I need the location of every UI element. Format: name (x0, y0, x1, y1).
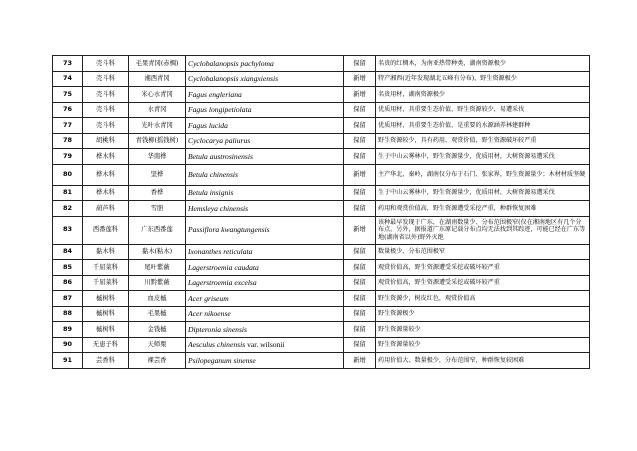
status-cell: 新增 (344, 353, 376, 369)
table-row (53, 149, 590, 165)
latin-name-cell (186, 71, 344, 87)
row-number: 75 (53, 87, 83, 103)
family-cell: 桦木科 (83, 185, 129, 201)
row-number: 83 (53, 216, 83, 244)
latin-name-cell (186, 337, 344, 353)
table-row (53, 306, 590, 322)
chinese-name-cell: 华南桦 (129, 149, 186, 165)
latin-binomial: Lagerstroemia caudata (188, 262, 259, 272)
row-number: 82 (53, 201, 83, 217)
latin-binomial: Aesculus chinensis (188, 340, 246, 350)
latin-name-cell (186, 275, 344, 291)
latin-binomial: Acer nikoense (188, 309, 231, 319)
family-cell: 葫芦科 (83, 201, 129, 217)
table-row (53, 133, 590, 149)
status-cell: 保留 (344, 306, 376, 322)
family-cell: 千屈菜科 (83, 275, 129, 291)
family-cell: 无患子科 (83, 337, 129, 353)
chinese-name-cell: 毛果槭 (129, 306, 186, 322)
latin-variety: var. wilsonii (247, 340, 285, 350)
row-number: 84 (53, 244, 83, 260)
chinese-name-cell: 毛果青冈(赤椆) (129, 56, 186, 72)
latin-binomial: Betula insignis (188, 188, 234, 198)
latin-name-cell (186, 201, 344, 217)
latin-binomial: Ixonanthes reticulata (188, 247, 253, 257)
table-row (53, 275, 590, 291)
latin-binomial: Hemsleya chinensis (188, 203, 249, 213)
latin-name-cell (186, 244, 344, 260)
latin-name-cell (186, 102, 344, 118)
status-cell: 新增 (344, 71, 376, 87)
latin-binomial: Lagerstroemia excelsa (188, 278, 257, 288)
table-row (53, 164, 590, 185)
table-row (53, 185, 590, 201)
note-cell: 优质用材，具重要生态价值，野生资源较少，易遭采伐 (376, 102, 590, 118)
status-cell: 保留 (344, 149, 376, 165)
latin-binomial: Fagus longipetiolata (188, 105, 252, 115)
chinese-name-cell: 金钱槭 (129, 322, 186, 338)
status-cell: 新增 (344, 164, 376, 185)
species-table (52, 55, 590, 369)
table-row (53, 201, 590, 217)
family-cell: 槭树科 (83, 306, 129, 322)
latin-binomial: Fagus engleriana (188, 89, 242, 99)
note-cell: 主产华北、秦岭，湖南仅分布于石门、张家界，野生资源量少；木材材质坚硬 (376, 164, 590, 185)
latin-binomial: Cyclocarya paliurus (188, 136, 251, 146)
note-cell: 观赏价值高，野生资源遭受采挖或破坏较严重 (376, 260, 590, 276)
row-number: 79 (53, 149, 83, 165)
latin-name-cell (186, 353, 344, 369)
note-cell: 药用和观赏价值高，野生资源遭受采挖严重，种群恢复困难 (376, 201, 590, 217)
latin-name-cell (186, 260, 344, 276)
latin-name-cell (186, 87, 344, 103)
latin-name-cell (186, 322, 344, 338)
family-cell: 壳斗科 (83, 102, 129, 118)
family-cell: 壳斗科 (83, 118, 129, 134)
status-cell: 保留 (344, 118, 376, 134)
note-cell: 生于中山云雾林中，野生资源量少，优质用材，大树资源易遭采伐 (376, 149, 590, 165)
latin-name-cell (186, 185, 344, 201)
row-number: 80 (53, 164, 83, 185)
table-row (53, 71, 590, 87)
table-row (53, 337, 590, 353)
status-cell: 保留 (344, 244, 376, 260)
latin-name-cell (186, 216, 344, 244)
status-cell: 新增 (344, 216, 376, 244)
chinese-name-cell: 光叶水青冈 (129, 118, 186, 134)
status-cell: 保留 (344, 201, 376, 217)
status-cell: 保留 (344, 102, 376, 118)
status-cell: 保留 (344, 275, 376, 291)
note-cell: 名贵的红椆木，为南亚热带种类，湖南资源极少 (376, 56, 590, 72)
note-cell: 野生资源量较少 (376, 322, 590, 338)
latin-binomial: Acer griseum (188, 293, 229, 303)
note-cell: 野生资源量较少 (376, 337, 590, 353)
note-cell: 药用价值大、数量极少，分布范围窄，种群恢复较困难 (376, 353, 590, 369)
latin-name-cell (186, 164, 344, 185)
chinese-name-cell: 血皮槭 (129, 291, 186, 307)
row-number: 81 (53, 185, 83, 201)
note-cell: 特产湘西(近年发现湖北五峰有分布)，野生资源极少 (376, 71, 590, 87)
status-cell: 保留 (344, 322, 376, 338)
note-cell: 生于中山云雾林中，野生资源量少，优质用材，大树资源易遭采伐 (376, 185, 590, 201)
status-cell: 保留 (344, 185, 376, 201)
chinese-name-cell: 黏木(粘木) (129, 244, 186, 260)
latin-name-cell (186, 291, 344, 307)
family-cell: 桦木科 (83, 149, 129, 165)
latin-binomial: Dipteronia sinensis (188, 324, 247, 334)
family-cell: 西番莲科 (83, 216, 129, 244)
chinese-name-cell: 水青冈 (129, 102, 186, 118)
chinese-name-cell: 香桦 (129, 185, 186, 201)
note-cell: 野生资源极少 (376, 306, 590, 322)
latin-binomial: Betula chinensis (188, 169, 238, 179)
note-cell: 该种最早发现于广东，在湖南数量少、分布范围极窄(仅在湘南地区有几个分布点。另外，据报道广东原记载分布点均无法找到其踪迹，可能已经在广东等地(湖南省以外)野外灭绝 (376, 216, 590, 244)
row-number: 73 (53, 56, 83, 72)
latin-name-cell (186, 149, 344, 165)
table-row (53, 87, 590, 103)
family-cell: 壳斗科 (83, 71, 129, 87)
latin-binomial: Psilopeganum sinense (188, 355, 256, 365)
row-number: 87 (53, 291, 83, 307)
row-number: 89 (53, 322, 83, 338)
status-cell: 新增 (344, 87, 376, 103)
row-number: 86 (53, 275, 83, 291)
table-row (53, 353, 590, 369)
table-row (53, 102, 590, 118)
note-cell: 数量极少、分布范围极窄 (376, 244, 590, 260)
status-cell: 保留 (344, 291, 376, 307)
latin-binomial: Cyclobalanopsis xiangxiensis (188, 74, 279, 84)
row-number: 88 (53, 306, 83, 322)
family-cell: 壳斗科 (83, 56, 129, 72)
chinese-name-cell: 广东西番莲 (129, 216, 186, 244)
chinese-name-cell: 米心水青冈 (129, 87, 186, 103)
family-cell: 芸香科 (83, 353, 129, 369)
table-row (53, 260, 590, 276)
status-cell: 保留 (344, 337, 376, 353)
table-row (53, 56, 590, 72)
status-cell: 保留 (344, 133, 376, 149)
latin-name-cell (186, 133, 344, 149)
chinese-name-cell: 尾叶紫薇 (129, 260, 186, 276)
chinese-name-cell: 裸芸香 (129, 353, 186, 369)
latin-binomial: Fagus lucida (188, 120, 228, 130)
note-cell: 名贵用材，湖南资源极少 (376, 87, 590, 103)
chinese-name-cell: 坚桦 (129, 164, 186, 185)
latin-name-cell (186, 306, 344, 322)
row-number: 85 (53, 260, 83, 276)
table-row (53, 216, 590, 244)
latin-binomial: Cyclobalanopsis pachyloma (188, 58, 274, 68)
table-row (53, 244, 590, 260)
status-cell: 保留 (344, 260, 376, 276)
status-cell: 保留 (344, 56, 376, 72)
family-cell: 壳斗科 (83, 87, 129, 103)
family-cell: 黏木科 (83, 244, 129, 260)
row-number: 90 (53, 337, 83, 353)
table-row (53, 291, 590, 307)
row-number: 91 (53, 353, 83, 369)
table-row (53, 322, 590, 338)
family-cell: 胡桃科 (83, 133, 129, 149)
family-cell: 桦木科 (83, 164, 129, 185)
chinese-name-cell: 川黔紫薇 (129, 275, 186, 291)
latin-binomial: Passiflora kwangtungensis (188, 225, 270, 235)
chinese-name-cell: 雪胆 (129, 201, 186, 217)
chinese-name-cell: 青钱柳(摇钱树) (129, 133, 186, 149)
family-cell: 千屈菜科 (83, 260, 129, 276)
row-number: 78 (53, 133, 83, 149)
chinese-name-cell: 湘西青冈 (129, 71, 186, 87)
family-cell: 槭树科 (83, 291, 129, 307)
row-number: 77 (53, 118, 83, 134)
note-cell: 野生资源较少，具有药用、观赏价值，野生资源破坏较严重 (376, 133, 590, 149)
row-number: 74 (53, 71, 83, 87)
note-cell: 野生资源少，树皮红色，观赏价值高 (376, 291, 590, 307)
latin-binomial: Betula austrosinensis (188, 151, 253, 161)
latin-name-cell (186, 118, 344, 134)
note-cell: 观赏价值高，野生资源遭受采挖或破坏较严重 (376, 275, 590, 291)
row-number: 76 (53, 102, 83, 118)
family-cell: 槭树科 (83, 322, 129, 338)
table-row (53, 118, 590, 134)
note-cell: 优质用材，具重要生态价值，是重要的水源涵养林建群种 (376, 118, 590, 134)
latin-name-cell (186, 56, 344, 72)
chinese-name-cell: 天师栗 (129, 337, 186, 353)
